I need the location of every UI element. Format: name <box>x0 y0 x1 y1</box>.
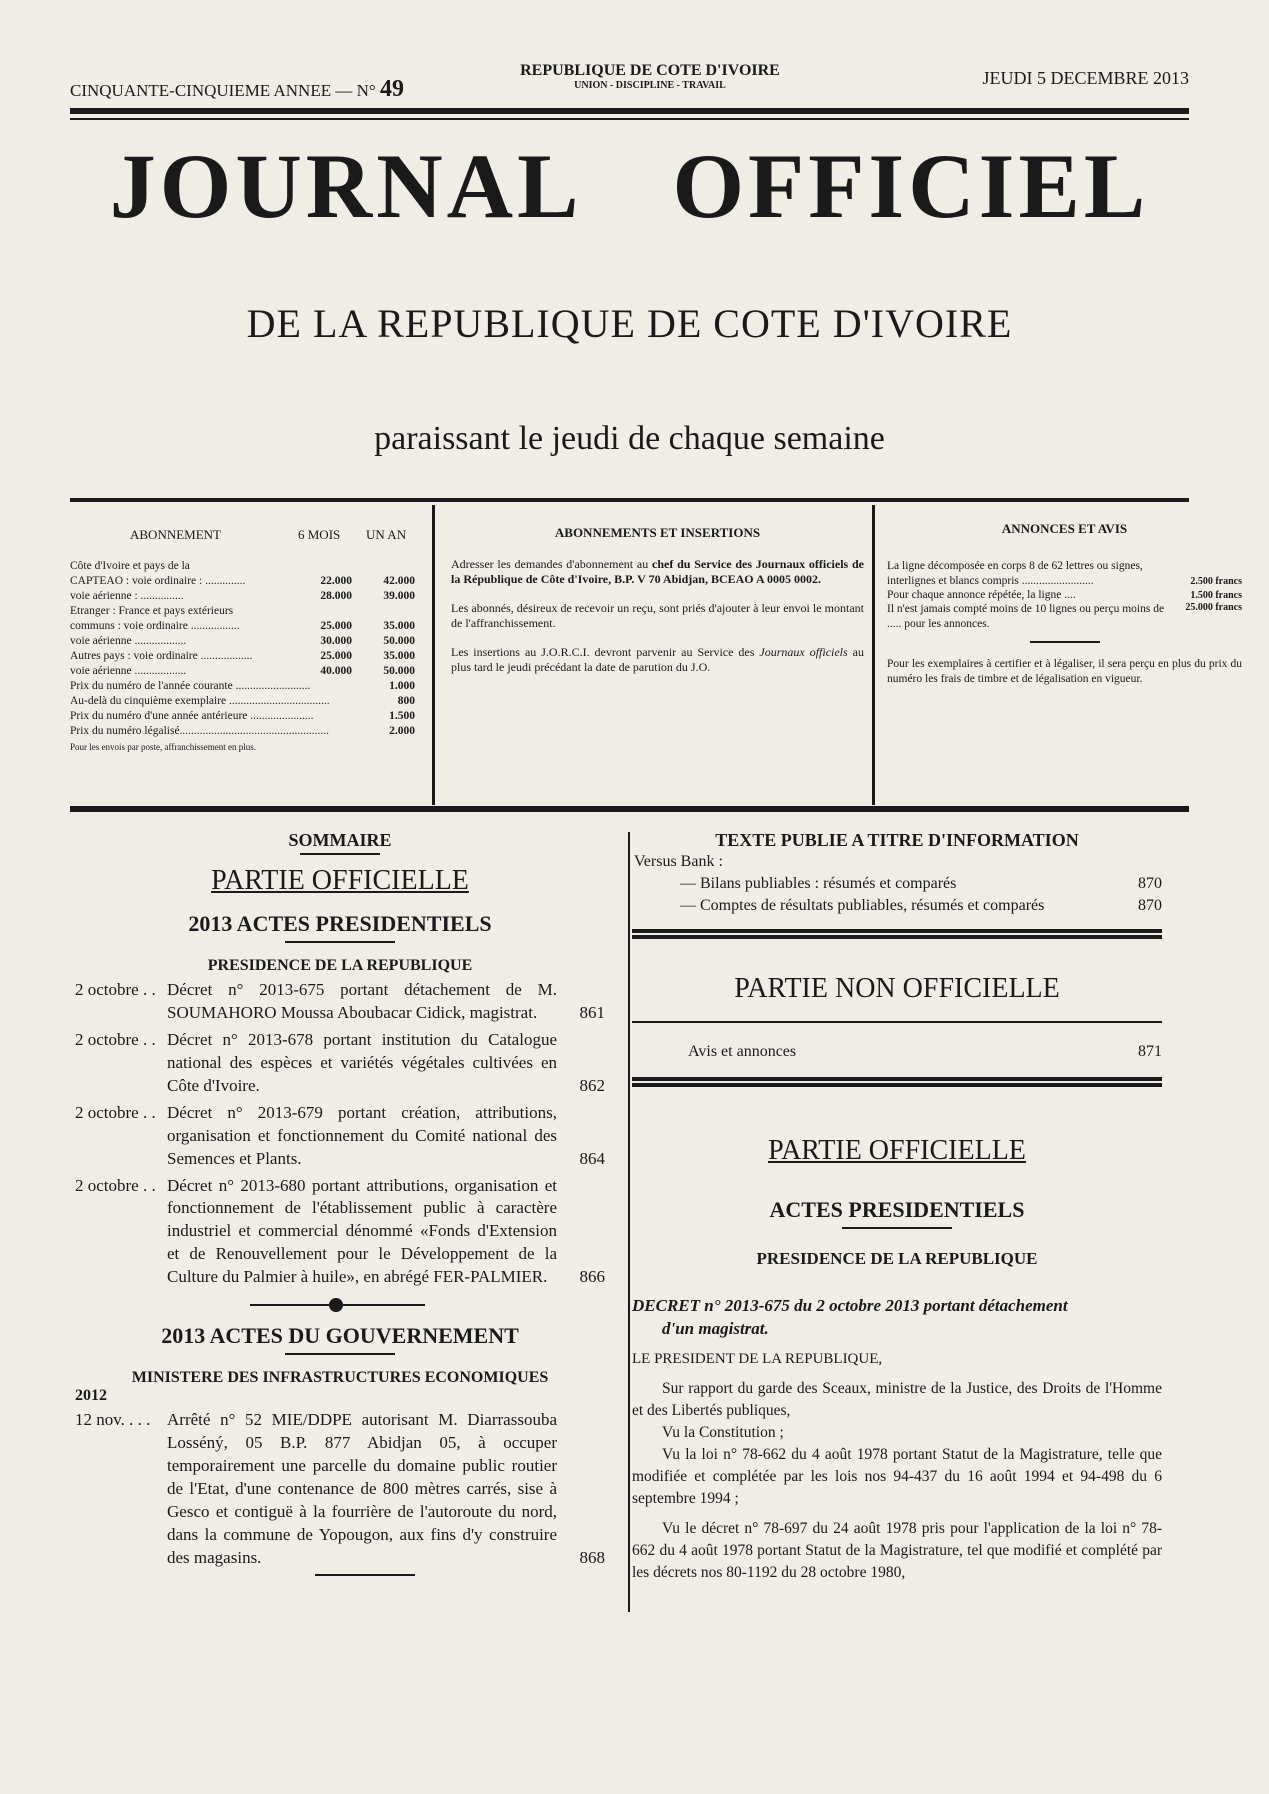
issue-date: JEUDI 5 DECEMBRE 2013 <box>982 68 1189 88</box>
partie-non-officielle: PARTIE NON OFFICIELLE <box>734 973 1060 1004</box>
section-rule-heavy <box>632 1083 1162 1087</box>
annonces-heading: ANNONCES ET AVIS <box>1001 521 1128 536</box>
section-rule-heavy <box>632 935 1162 939</box>
masthead-title <box>70 135 1189 237</box>
insertions-paragraph-2: Les abonnés, désireux de recevoir un reçu, sont priés d'ajouter à leur envoi le montant de l'affranchissement. <box>451 601 864 631</box>
entry-text: Arrêté n° 52 MIE/DDPE autorisant M. Diarrassouba Losséný, 05 B.P. 877 Abidjan 05, à occuper temporairement une parcelle du domaine public routier de l'Etat, d'une contenance de 800 mètres carrés, sise à Gesco et contiguë à la fourrière de l'autoroute du nord, dans la commune de Yopougon, aux fins d'y construire des magasins. <box>167 1410 557 1567</box>
decret-title: DECRET n° 2013-675 du 2 octobre 2013 portant détachement d'un magistrat. <box>632 1296 1068 1338</box>
national-motto: UNION - DISCIPLINE - TRAVAIL <box>574 80 726 91</box>
abonnement-row: Etranger : France et pays extérieurs <box>70 605 234 617</box>
abonnement-note: Pour les envois par poste, affranchissement en plus. <box>70 742 257 752</box>
le-president-line: LE PRESIDENT DE LA REPUBLIQUE, <box>632 1350 883 1367</box>
insertions-column <box>432 505 864 805</box>
actes-underline <box>285 941 395 943</box>
decret-paragraph: Vu le décret n° 78-697 du 24 août 1978 pris pour l'application de la loi n° 78-662 du 4 août 1978 portant Statut de la Magistrature, tel que modifié et complété par les décrets nos 80-1192 du 28 octobre 1980, <box>632 1520 1162 1582</box>
masthead-word-officiel: OFFICIEL <box>672 135 1150 237</box>
sommaire-entry[interactable] <box>75 1409 605 1570</box>
edition-info <box>70 76 404 103</box>
versus-bank-label: Versus Bank : <box>634 853 723 870</box>
abonnement-column <box>70 505 422 805</box>
infobox-top-rule <box>70 498 1189 502</box>
sommaire-actes-gouvernement: 2013 ACTES DU GOUVERNEMENT <box>161 1323 519 1349</box>
section-rule <box>632 929 1162 933</box>
entry-page: 866 <box>579 1267 605 1287</box>
item-page: 870 <box>1138 897 1162 914</box>
entry-page: 868 <box>579 1547 605 1567</box>
entry-page: 862 <box>579 1075 605 1095</box>
abonnement-row: Côte d'Ivoire et pays de la <box>70 560 190 572</box>
abonnement-row: Autres pays : voie ordinaire .................. 25.000 35.000 <box>70 650 415 662</box>
actes-gov-underline <box>285 1353 395 1355</box>
col-6-mois: 6 MOIS <box>298 527 341 542</box>
entry-date: 12 nov. . . . <box>75 1410 151 1430</box>
edition-label: CINQUANTE-CINQUIEME ANNEE — N° <box>70 81 376 100</box>
actes-presidentiels-heading: ACTES PRESIDENTIELS <box>769 1197 1025 1222</box>
abonnement-row: voie aérienne : ............... 28.000 39.000 <box>70 590 415 602</box>
avis-page: 871 <box>1138 1043 1162 1060</box>
annonces-rate-repeat: Pour chaque annonce répétée, la ligne .... 1.500 francs <box>887 589 1242 601</box>
right-column <box>632 830 1162 1584</box>
sommaire-ministere: MINISTERE DES INFRASTRUCTURES ECONOMIQUES <box>131 1369 549 1387</box>
entry-text: Décret n° 2013-680 portant attributions, organisation et fonctionnement de l'établissement public à caractère industriel et commercial dénommé «Fonds d'Extension et de Renouvellement pour le Développement de la Culture du Palmier à huile», en abrégé FER-PALMIER. <box>167 1175 557 1287</box>
avis-annonces-entry[interactable]: Avis et annonces 871 <box>688 1043 1162 1060</box>
abonnement-row: communs : voie ordinaire ................. 25.000 35.000 <box>70 620 415 632</box>
sommaire-presidence: PRESIDENCE DE LA REPUBLIQUE <box>207 957 473 974</box>
abonnement-row: Prix du numéro de l'année courante .......................... 1.000 <box>70 680 415 692</box>
masthead-tagline: paraissant le jeudi de chaque semaine <box>374 420 885 457</box>
sommaire-partie-officielle: PARTIE OFFICIELLE <box>211 865 469 896</box>
insertions-paragraph-1: Adresser les demandes d'abonnement au chef du Service des Journaux officiels de la République de Côte d'Ivoire, B.P. V 70 Abidjan, BCEAO A 0005 0002. <box>451 557 864 587</box>
decret-paragraph: Vu la Constitution ; <box>662 1424 784 1442</box>
infobox-bottom-rule <box>70 806 1189 812</box>
top-header <box>70 62 1189 102</box>
annonces-column <box>872 505 1242 805</box>
abonnement-row: Prix du numéro légalisé.................................................... 2.000 <box>70 725 415 737</box>
versus-item[interactable]: — Comptes de résultats publiables, résumés et comparés 870 <box>680 897 1162 914</box>
presidence-heading: PRESIDENCE DE LA REPUBLIQUE <box>756 1249 1038 1268</box>
insertions-heading: ABONNEMENTS ET INSERTIONS <box>554 525 761 540</box>
decret-paragraph: Sur rapport du garde des Sceaux, ministre de la Justice, des Droits de l'Homme et des Libertés publiques, <box>632 1380 1162 1420</box>
ornament-dot <box>329 1298 343 1312</box>
sommaire-entry[interactable] <box>75 1029 605 1098</box>
section-rule <box>632 1077 1162 1081</box>
entry-date: 2 octobre . . <box>75 1102 156 1122</box>
column-divider <box>628 832 630 1612</box>
sommaire-year: 2012 <box>75 1387 107 1405</box>
entry-text: Décret n° 2013-675 portant détachement de M. SOUMAHORO Moussa Aboubacar Cidick, magistrat. <box>167 980 557 1022</box>
abonnement-row: voie aérienne .................. 30.000 50.000 <box>70 635 415 647</box>
edition-number: 49 <box>379 76 404 102</box>
texte-publie-heading: TEXTE PUBLIE A TITRE D'INFORMATION <box>715 830 1079 850</box>
abonnement-header <box>70 505 422 545</box>
annonces-divider <box>1030 641 1100 643</box>
entry-page: 864 <box>579 1148 605 1168</box>
masthead-subtitle: DE LA REPUBLIQUE DE COTE D'IVOIRE <box>246 301 1013 346</box>
abonnement-row: Prix du numéro d'une année antérieure ...................... 1.500 <box>70 710 415 722</box>
sommaire-underline <box>300 853 380 855</box>
entry-date: 2 octobre . . <box>75 980 156 999</box>
entry-text: Décret n° 2013-678 portant institution du Catalogue national des espèces et variétés végétales cultivées en Côte d'Ivoire. <box>167 1029 557 1095</box>
versus-item[interactable]: — Bilans publiables : résumés et comparés 870 <box>680 875 1162 892</box>
sommaire-actes-presidentiels: 2013 ACTES PRESIDENTIELS <box>188 911 492 936</box>
pno-rule <box>632 1021 1162 1023</box>
abonnement-row: voie aérienne .................. 40.000 50.000 <box>70 665 415 677</box>
item-page: 870 <box>1138 875 1162 892</box>
section-ornament <box>75 1295 605 1315</box>
republic-block <box>490 62 810 91</box>
masthead-word-journal: JOURNAL <box>109 135 583 237</box>
sommaire-entry[interactable] <box>75 1175 605 1290</box>
abonnement-row: CAPTEAO : voie ordinaire : .............. 22.000 42.000 <box>70 575 415 587</box>
col-un-an: UN AN <box>366 527 407 542</box>
info-box <box>70 505 1242 805</box>
sommaire-entry[interactable] <box>75 979 605 1025</box>
abonnement-row: Au-delà du cinquième exemplaire ................................... 800 <box>70 695 415 707</box>
sommaire-column <box>75 830 605 1576</box>
abonnement-heading: ABONNEMENT <box>130 527 221 542</box>
header-rule-thin <box>70 118 1189 120</box>
republic-name: REPUBLIQUE DE COTE D'IVOIRE <box>520 62 780 79</box>
entry-text: Décret n° 2013-679 portant création, attributions, organisation et fonctionnement du Comité national des Semences et Plants. <box>167 1102 557 1168</box>
entry-date: 2 octobre . . <box>75 1029 156 1049</box>
annonces-rate-minimum: Il n'est jamais compté moins de 10 lignes ou perçu moins de ..... pour les annonces. 25.000 francs <box>887 602 1242 630</box>
sommaire-entry[interactable] <box>75 1102 605 1171</box>
entry-page: 861 <box>579 1002 605 1022</box>
header-rule-thick <box>70 108 1189 114</box>
decret-paragraph: Vu la loi n° 78-662 du 4 août 1978 portant Statut de la Magistrature, telle que modifiée et complétée par les lois nos 94-437 du 16 août 1994 et 94-498 du 6 septembre 1994 ; <box>632 1446 1162 1508</box>
insertions-paragraph-3: Les insertions au J.O.R.C.I. devront parvenir au Service des Journaux officiels au plus tard le jeudi précédant la date de parution du J.O. <box>451 645 864 675</box>
entry-date: 2 octobre . . <box>75 1175 156 1195</box>
entry-end-rule <box>315 1574 415 1576</box>
actes-underline-right <box>842 1227 952 1229</box>
annonces-legalisation-note: Pour les exemplaires à certifier et à légaliser, il sera perçu en plus du prix du numéro les frais de timbre et de légalisation en vigueur. <box>887 658 1242 685</box>
annonces-rate-line: La ligne décomposée en corps 8 de 62 lettres ou signes, interlignes et blancs compris ......................... 2.500 francs <box>887 560 1242 587</box>
sommaire-title: SOMMAIRE <box>288 830 392 850</box>
partie-officielle-heading: PARTIE OFFICIELLE <box>768 1135 1026 1166</box>
